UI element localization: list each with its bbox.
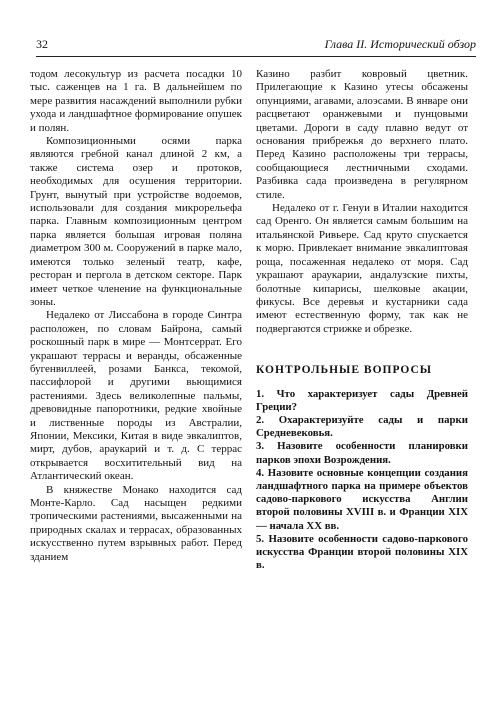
chapter-running-head: Глава II. Исторический обзор (324, 37, 476, 51)
question-item: 3. Назовите особенности планировки парков эпохи Возрождения. (256, 440, 468, 466)
question-item: 4. Назовите основные концепции создания ландшафтного парка на примере объектов садово-паркового искусства Англии второй половины XVIII в. и Франции XIX — начала XX вв. (256, 466, 468, 532)
left-text-column (30, 68, 242, 564)
question-item: 2. Охарактеризуйте сады и парки Средневековья. (256, 413, 468, 440)
paragraph: Казино разбит ковровый цветник. Прилегающие к Казино утесы обсажены опунциями, агавами, алоэсами. В январе они расцветают оранжевыми и пунцовыми цветами. Дороги в саду плавно ведут от основания прибрежья до верхнего плато. Перед Казино расположены три террасы, сообщающиеся лестничными сходами. Разбивка сада произведена в регулярном стиле. (256, 68, 468, 201)
page-number: 32 (36, 37, 48, 51)
paragraph: Композиционными осями парка являются гребной канал длиной 2 км, а также система озер и протоков, необходимых для осушения территории. Грунт, вынутый при устройстве водоемов, использовали для создания микрорельефа парка. Главным композиционным центром парка является большая игровая поляна диаметром 300 м. Сооружений в парке мало, имеются только зеленый театр, кафе, ресторан и пергола в детском секторе. Парк имеет четкое членение на функциональные зоны. (30, 135, 242, 308)
question-item: 5. Назовите особенности садово-паркового искусства Франции второй половины XIX в. (256, 532, 468, 572)
review-questions-list (256, 388, 468, 573)
paragraph: тодом лесокультур из расчета посадки 10 тыс. саженцев на 1 га. В дальнейшем по мере развития насаждений выполнили рубки ухода и ландшафтное формирование опушек и полян. (30, 68, 242, 134)
paragraph: В княжестве Монако находится сад Монте-Карло. Сад насыщен редкими тропическими растениями, высаженными на природных скалах и террасах, образованных искусственно путем взрывных работ. Перед зданием (30, 483, 242, 563)
section-title: КОНТРОЛЬНЫЕ ВОПРОСЫ (256, 364, 433, 377)
right-text-column (256, 68, 468, 572)
paragraph: Недалеко от г. Генуи в Италии находится сад Оренго. Он является самым большим на итальянской Ривьере. Сад круто спускается к морю. Привлекает внимание эвкалиптовая роща, посаженная недалеко от моря. Сад украшают араукарии, андалузские пихты, болотные кипарисы, шелковые акации, фикусы. Все деревья и кустарники сада имеют естественную форму, так как не подвергаются стрижке и обрезке. (256, 202, 468, 335)
paragraph: Недалеко от Лиссабона в городе Синтра расположен, по словам Байрона, самый роскошный парк в мире — Монтсеррат. Его украшают террасы и веранды, обсаженные бугенвиллеей, розами Банкса, текомой, пассифлорой и другими вьющимися растениями. Здесь великолепные пальмы, древовидные папоротники, редкие хвойные и лиственные породы из Австралии, Японии, Мексики, Китая в виде эвкалиптов, мирт, дубов, араукарий и т. д. С террас открывается восхитительный вид на Атлантический океан. (30, 309, 242, 483)
page-header (36, 37, 476, 53)
question-item: 1. Что характеризует сады Древней Греции? (256, 387, 468, 413)
header-rule (36, 56, 476, 57)
